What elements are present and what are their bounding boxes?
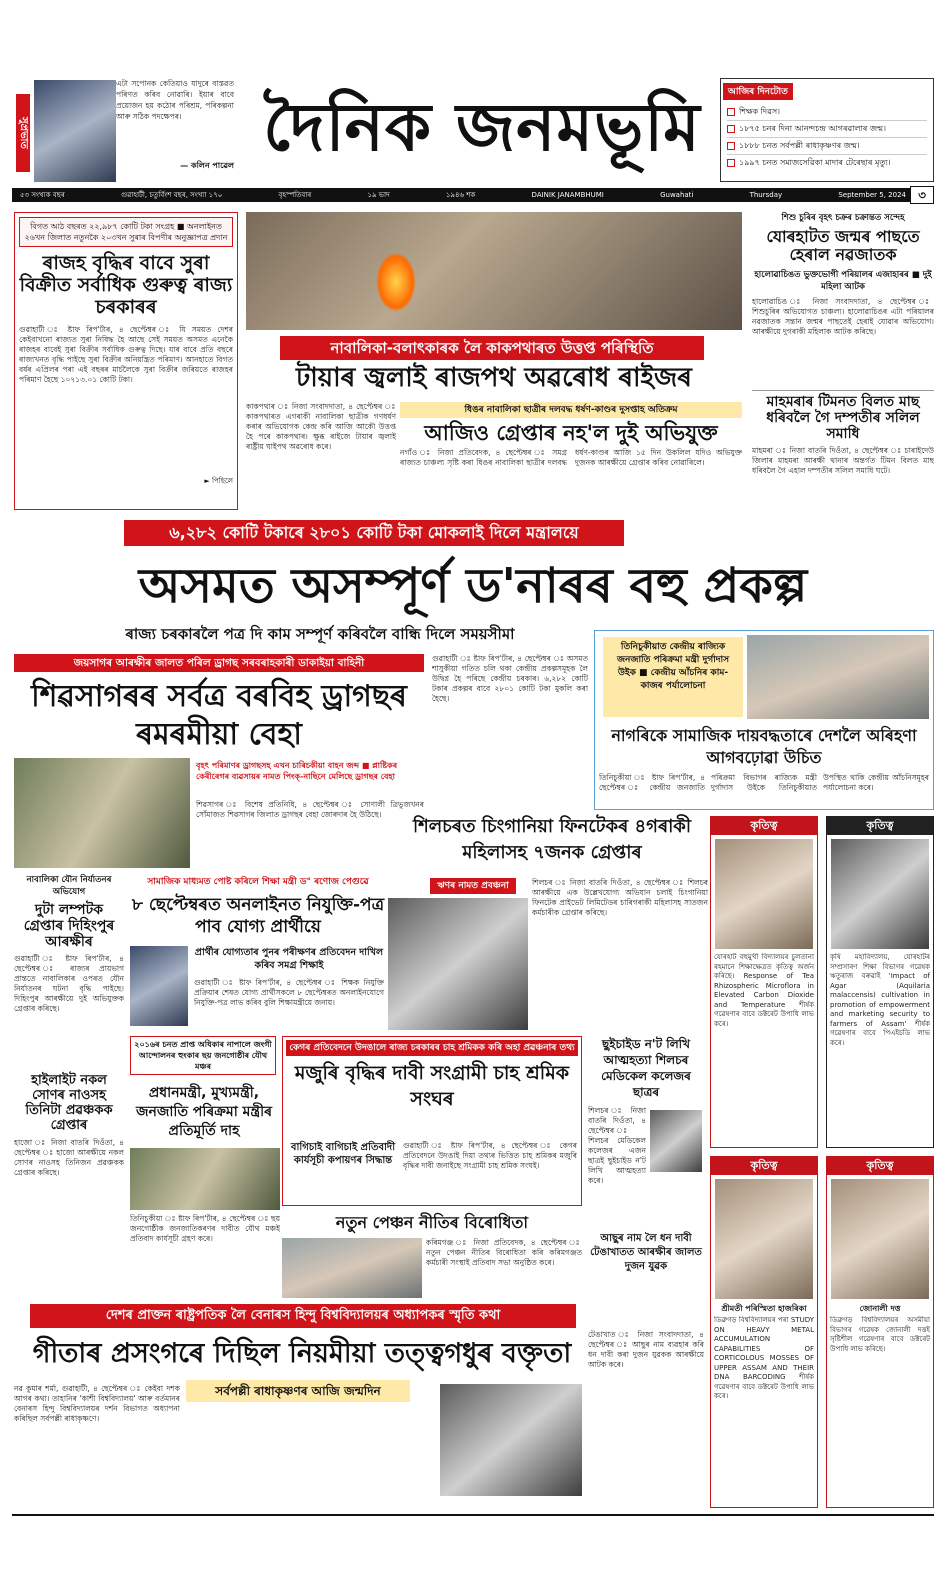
achievement-card — [826, 816, 934, 1148]
fire-icon — [376, 252, 416, 312]
achievement-caption: ডিব্ৰুগড় বিশ্ববিদ্যালয়ৰ অসমীয়া বিভাগৰ গৱেষক জোনালী দত্তই সৃষ্টিশীল গৱেষণাৰ বাবে ডক্টৰেট উপাধি লাভ কৰিছে। — [830, 1316, 930, 1353]
dateline-item: Guwahati — [660, 191, 694, 199]
achiever-name: জোনালী দত্ত — [859, 1304, 901, 1313]
newborn-subhead: হালোৱাচিঙত ভুক্তভোগী পৰিয়ালৰ এজাহাৰৰ ■ দুই মহিলা আটক — [754, 269, 932, 292]
pocso-label: নাবালিকা যৌন নিৰ্যাতনৰ অভিযোগ — [26, 875, 112, 897]
today-item: শিক্ষক দিৱস। — [727, 104, 927, 121]
today-title: আজিৰ দিনটোত — [723, 83, 793, 100]
bhu-kicker: দেশৰ প্ৰাক্তন ৰাষ্ট্ৰপতিক লৈ বেনাৰস হিন্দু বিশ্ববিদ্যালয়ৰ অধ্যাপকৰ স্মৃতি কথা — [30, 1304, 576, 1328]
banner-body: গুৱাহাটী ঃ ষ্টাফ ৰিপ'ৰ্টাৰ, ৪ ছেপ্টেম্বৰ ঃ অসমত শাসুকীয়া গতিত চলি থকা কেন্দ্ৰীয় প্ৰকল্পসমূহক লৈ উদ্বিগ্ন হৈ পৰিছে কেন্দ্ৰীয় চৰকাৰ। ৬,২৮২ কোটি টকাৰ প্ৰকল্পৰ বাবে ২৮০১ কোটি টকা মুকলি কৰা হৈছে। — [432, 654, 588, 703]
bullet-icon — [727, 108, 735, 116]
tyre-body: কাকপথাৰ ঃ নিজা সংবাদদাতা, ৪ ছেপ্টেম্বৰ ঃ কাকপথাৰত এগৰাকী নাবালিকা ছাত্ৰীক গণধৰ্ষণ কৰাৰ অভিযোগক কেন্দ্ৰ কৰি আজি আকৌ উত্তপ্ত হৈ পৰে কাকপথাৰ। ক্ষুব্ধ ৰাইজে টায়াৰ জ্বলাই ৰাষ্ট্ৰীয় ঘাইপথ অৱৰোধ কৰে। — [246, 402, 396, 451]
achievement-card — [826, 1156, 934, 1508]
liquor-story — [14, 212, 238, 510]
appointment-body: গুৱাহাটী ঃ ষ্টাফ ৰিপ'ৰ্টাৰ, ৪ ছেপ্টেম্বৰ ঃ শিক্ষক নিযুক্তি প্ৰক্ৰিয়াৰ শেষত যোগ্য প্ৰাৰ্থীসকলে ৮ ছেপ্টেম্বৰত অনলাইনযোগে নিযুক্তি-পত্ৰ লাভ কৰিব বুলি শিক্ষামন্ত্ৰীয়ে জনায়। — [194, 978, 384, 1007]
tea-body: গুৱাহাটী ঃ ষ্টাফ ৰিপ'ৰ্টাৰ, ৪ ছেপ্টেম্বৰ ঃ কেগৰ প্ৰতিবেদনে উদঙাই দিয়া তথ্যৰ ভিত্তিত চাহ শ্ৰমিকৰ মজুৰি বৃদ্ধিৰ দাবী জনাইছে সংগ্ৰামী চাহ শ্ৰমিক সংঘই। — [403, 1141, 577, 1170]
achievement-caption: ডিব্ৰুগড় বিশ্ববিদ্যালয়ৰ পৰা STUDY ON HEAVY METAL ACCUMULATION CAPABILITIES OF CORTICOLOUS MOSSES OF UPPER ASSAM AND THEIR DNA BARCODING শীৰ্ষক গৱেষণাৰ বাবে ডক্টৰেট উপাধি লাভ কৰে। — [714, 1316, 814, 1400]
tinsukia-story — [594, 630, 934, 810]
achievement-label: কৃতিত্ব — [827, 1157, 933, 1175]
banner-headline: অসমত অসম্পূৰ্ণ ড'নাৰৰ বহু প্ৰকল্প — [138, 558, 808, 614]
achiever-name: শ্ৰীমতী পৰিস্মিতা হাজৰিকা — [721, 1304, 807, 1313]
achiever-photo — [715, 1179, 813, 1299]
student-body: শিলচৰ ঃ নিজা বাতৰি দিওঁতা, ৪ ছেপ্টেম্বৰ ঃ শিলচৰ মেডিকেল কলেজৰ এজন ছাত্ৰই ছুইচাইড ন'ট লিখি আত্মহত্যা কৰে। — [588, 1106, 646, 1185]
newborn-headline: যোৰহাটত জন্মৰ পাছতে হেৰাল নৱজাতক — [766, 227, 920, 265]
tengakhat-headline: আছুৰ নাম লৈ ধন দাবী টেঙাখাতত আৰক্ষীৰ জালত দুজন যুৱক — [590, 1233, 702, 1272]
student-headline: ছুইচাইড ন'ট লিখি আত্মহত্যা শিলচৰ মেডিকেল কলেজৰ ছাত্ৰৰ — [601, 1037, 691, 1099]
quote-box — [116, 78, 234, 182]
effigy-headline: প্ৰধানমন্ত্ৰী, মুখ্যমন্ত্ৰী, জনজাতি পৰিক্ৰমা মন্ত্ৰীৰ প্ৰতিমূৰ্তি দাহ — [135, 1085, 273, 1139]
today-item: ১৯৯৭ চনত সমাজসেৱিকা মাদাৰ টেৰেছাৰ মৃত্যু। — [727, 155, 927, 171]
today-item: ১৮৮৮ চনত সৰ্বপল্লী ৰাধাকৃষ্ণণৰ জন্ম। — [727, 138, 927, 155]
student-story — [588, 1036, 704, 1308]
bhu-body: নৱ কুমাৰ শৰ্মা, গুৱাহাটী, ৪ ছেপ্টেম্বৰ ঃ কেইবা দশক আগৰ কথা। তাহানিৰ 'কাশী বিশ্ববিদ্যালয়' আৰু বৰ্তমানৰ বেনাৰস হিন্দু বিশ্ববিদ্যালয়ৰ দৰ্শন বিভাগত অধ্যাপনা কৰিছিল সৰ্বপল্লী ৰাধাকৃষ্ণণে। — [14, 1384, 180, 1423]
achievement-caption: কৃষি মহাবিদ্যালয়, যোৰহাটৰ সম্প্ৰসাৰণ শিক্ষা বিভাগৰ গৱেষক ঋতুৰাজ বৰুৱাই 'Impact of Agar (Aquilaria malaccensis) cultivation in promotion of empowerment and marketing security to farmers of Assam' শীৰ্ষক গৱেষণাৰ বাবে পিএইচডি লাভ কৰে। — [830, 953, 930, 1047]
sivasagar-body: শিৱসাগৰ ঃ বিশেষ প্ৰতিনিধি, ৪ ছেপ্টেম্বৰ ঃ সোণালী ত্ৰিভুজখনৰ সোঁমাজত শিৱসাগৰ জিলাত ড্ৰাগছৰ বেহা জোৰদাৰ হৈ উঠিছে। — [196, 800, 424, 819]
achievement-label: কৃতিত্ব — [711, 1157, 817, 1175]
dateline-item: ১৯৪৬ শক — [445, 191, 476, 199]
fintech-body: শিলচৰ ঃ নিজা বাতৰি দিওঁতা, ৪ ছেপ্টেম্বৰ ঃ শিলচৰ আৰক্ষীয়ে এক উল্লেখযোগ্য অভিযান চলাই চিংগানিয়া ফিনটেক প্ৰাইভেট লিমিটেডৰ চাৰিগৰাকী মহিলাসহ সাতজন কৰ্মচাৰীক গ্ৰেপ্তাৰ কৰিছে। — [532, 878, 708, 917]
tyre-kicker: নাবালিকা-বলাৎকাৰক লৈ কাকপথাৰত উত্তপ্ত পৰিস্থিতি — [280, 336, 704, 360]
dateline-item: ১৯ ভাদ — [367, 191, 390, 199]
minister-photo — [130, 946, 188, 1026]
appointment-kicker: সামাজিক মাধ্যমত পোষ্ট কৰিলে শিক্ষা মন্ত্ৰী ড° ৰণোজ পেগুৱে — [147, 877, 369, 887]
bullet-icon — [727, 125, 735, 133]
gold-story — [14, 1074, 124, 1304]
dateline-item: September 5, 2024 — [838, 191, 906, 199]
fintech-arrest-photo — [388, 898, 528, 1030]
dateline-item: DAINIK JANAMBHUMI — [531, 191, 604, 199]
divider — [752, 390, 934, 391]
suprobhat-label: সুপ্ৰভাত — [16, 94, 30, 172]
tengakhat-body: টেঙাখাত ঃ নিজা সংবাদদাতা, ৪ ছেপ্টেম্বৰ ঃ আছুৰ নাম ব্যৱহাৰ কৰি ধন দাবী কৰা দুজন যুৱকক আৰক্ষীয়ে আটক কৰে। — [588, 1330, 704, 1369]
effigy-photo — [130, 1148, 280, 1210]
today-box — [720, 78, 934, 182]
banner-kicker: ৬,২৮২ কোটি টকাৰে ২৮০১ কোটি টকা মোকলাই দিলে মন্ত্ৰালয়ে — [124, 520, 624, 546]
achiever-photo — [831, 1179, 929, 1299]
banner-subhead: ৰাজ্য চৰকাৰলৈ পত্ৰ দি কাম সম্পূৰ্ণ কৰিবলৈ বান্ধি দিলে সময়সীমা — [125, 625, 515, 643]
pension-headline: নতুন পেঞ্চন নীতিৰ বিৰোধিতা — [335, 1213, 529, 1232]
sivasagar-side-kicker: বৃহৎ পৰিমাণৰ ড্ৰাগছসহ এখন চাৰিচকীয়া বাহন জব্দ ■ প্লাষ্টিকৰ কেৰীৰেগৰ ব্যৱসায়ৰ নামত পিংক্‌-নাছিনে মেলিছে ড্ৰাগছৰ বেহা — [196, 761, 398, 781]
pension-body: কৰিমগঞ্জ ঃ নিজা প্ৰতিবেদক, ৪ ছেপ্টেম্বৰ ঃ নতুন পেঞ্চন নীতিৰ বিৰোধিতা কৰি কৰিমগঞ্জত কৰ্মচাৰী সংস্থাই প্ৰতিবাদ সভা অনুষ্ঠিত কৰে। — [426, 1238, 582, 1267]
appointment-subhead: প্ৰাৰ্থীৰ যোগ্যতাৰ পুনৰ পৰীক্ষণৰ প্ৰতিবেদন দাখিল কৰিব সমগ্ৰ শিক্ষাই — [194, 947, 384, 971]
page-number: ৩ — [910, 186, 934, 204]
tinsukia-body: তিনিচুকীয়া ঃ ষ্টাফ ৰিপ'ৰ্টাৰ, ৪ ছেপ্টেম্বৰ ঃ কেন্দ্ৰীয় জনজাতি পৰিক্ৰমা বিভাগৰ ৰাজ্যিক মন্ত্ৰী দুৰ্গাদাস উইকে তিনিচুকীয়াত উপস্থিত থাকি কেন্দ্ৰীয় আঁচনিসমূহৰ পৰ্যালোচনা কৰে। — [599, 773, 929, 792]
dhing-body: নগাঁও ঃ নিজা প্ৰতিবেদক, ৪ ছেপ্টেম্বৰ ঃ সমগ্ৰ ৰাজ্যত চাঞ্চল্য সৃষ্টি কৰা ধিঙৰ নাবালিকা ছাত্ৰীৰ দলবদ্ধ ধৰ্ষণ-কাণ্ডৰ আজি ১৫ দিন উকলিল যদিও অভিযুক্ত দুজনক আৰক্ষীয়ে গ্ৰেপ্তাৰ কৰিব নোৱাৰিলে। — [400, 448, 742, 468]
bhu-subhead: সৰ্বপল্লী ৰাধাকৃষ্ণণৰ আজি জন্মদিন — [186, 1380, 410, 1402]
tea-subhead: বাগিচাই বাগিচাই প্ৰতিবাদী কাৰ্যসূচী কপায়ণৰ সিদ্ধান্ত — [290, 1142, 396, 1166]
dhing-kicker: ধিঙৰ নাবালিকা ছাত্ৰীৰ দলবদ্ধ ধৰ্ষণ-কাণ্ডৰ দুসপ্তাহ অতিক্ৰম — [400, 402, 742, 418]
fintech-headline: শিলচৰত চিংগানিয়া ফিনটেকৰ ৪গৰাকী মহিলাসহ ৭জনক গ্ৰেপ্তাৰ — [412, 816, 692, 863]
continued-label: ► পিছিলে — [204, 476, 233, 485]
dateline-item: ৫৩ সংখ্যক বছৰ — [20, 191, 65, 199]
gold-body: হাজো ঃ নিজা বাতৰি দিওঁতা, ৪ ছেপ্টেম্বৰ ঃ হাজো আৰক্ষীয়ে নকল সোণৰ নাওসহ তিনিজন প্ৰৱঞ্চকক গ্ৰেপ্তাৰ কৰিছে। — [14, 1137, 124, 1177]
radhakrishnan-photo — [440, 1384, 582, 1496]
drug-seizure-photo — [14, 758, 190, 868]
fintech-tag: ঋণৰ নামত প্ৰবঞ্চনা — [430, 878, 516, 894]
achiever-photo — [715, 839, 813, 949]
today-list — [721, 100, 933, 175]
bottom-rule — [12, 1514, 934, 1516]
bullet-icon — [727, 159, 735, 167]
gold-headline: হাইলাইট নকল সোণৰ নাওসহ তিনিটা প্ৰৱঞ্চকক গ্ৰেপ্তাৰ — [25, 1073, 113, 1133]
liquor-headline: ৰাজহ বৃদ্ধিৰ বাবে সুৰা বিক্ৰীত সৰ্বাধিক গুৰুত্ব ৰাজ্য চৰকাৰৰ — [19, 252, 233, 318]
pocso-headline: দুটা লম্পটক গ্ৰেপ্তাৰ দিহিংপুৰ আৰক্ষীৰ — [23, 902, 115, 951]
tyre-burning-photo — [246, 212, 742, 330]
tea-kicker: কেগৰ প্ৰতিবেদনে উদঙালে ৰাজ্য চৰকাৰৰ চাহ শ্ৰমিকক কৰি অহা প্ৰৱঞ্চনাৰ তথ্য — [286, 1040, 578, 1056]
achiever-photo — [831, 839, 929, 949]
liquor-kicker: বিগত আঠ বছৰত ২২,৯৮৭ কোটি টকা সংগ্ৰহ ■ অনলাইনত ২৬খন জিলাত নতুনকৈ ২০৩খন সুৰাৰ বিপণীৰ অনুজ্ঞাপত্ৰ প্ৰদান — [19, 217, 233, 247]
student-photo — [650, 1110, 702, 1172]
dhing-box — [400, 402, 742, 514]
newborn-kicker: শিশু চুৰিৰ বৃহৎ চক্ৰৰ চক্ৰান্তত সন্দেহ — [781, 213, 905, 223]
sivasagar-headline: শিৱসাগৰৰ সৰ্বত্ৰ বৰবিহ ড্ৰাগছৰ ৰমৰমীয়া বেহা — [31, 679, 407, 752]
appointment-headline: ৮ ছেপ্টেম্বৰত অনলাইনত নিযুক্তি-পত্ৰ পাব যোগ্য প্ৰাৰ্থীয়ে — [131, 895, 385, 937]
couple-headline: মাহমৰাৰ টিমনত বিলত মাছ ধৰিবলৈ গৈ দম্পতীৰ সলিল সমাধি — [766, 393, 920, 442]
bullet-icon — [727, 142, 735, 150]
tyre-headline: টায়াৰ জ্বলাই ৰাজপথ অৱৰোধ ৰাইজৰ — [296, 363, 692, 393]
newspaper-title: দৈনিক জনমভূমি — [263, 88, 701, 166]
quote-author: — কলিন পাৱেল — [180, 161, 234, 170]
dateline-item: গুৱাহাটী, চতুৰ্বিংশ বছৰ, সংখ্যা ১৭০ — [121, 191, 223, 199]
tinsukia-photo — [747, 635, 929, 719]
tea-story — [282, 1036, 582, 1206]
quote-author-photo — [34, 80, 116, 182]
newborn-story — [752, 212, 934, 510]
couple-body: মাহমৰা ঃ নিজা বাতৰি দিওঁতা, ৪ ছেপ্টেম্বৰ ঃ চাৰাইদেউ জিলাৰ মাহমৰা আৰক্ষী থানাৰ অন্তৰ্গত টিমন বিলত মাছ ধৰিবলৈ গৈ এহাল দম্পতীৰ সলিল সমাধি ঘটে। — [752, 446, 934, 476]
today-item: ১৮৭৫ চনৰ দিনা আনন্দচন্দ্ৰ আগৰৱালাৰ জন্ম। — [727, 121, 927, 138]
achievement-label: কৃতিত্ব — [711, 817, 817, 835]
pension-meeting-photo — [282, 1238, 422, 1298]
achievement-label: কৃতিত্ব — [827, 817, 933, 835]
dateline-item: Thursday — [749, 191, 783, 199]
bhu-body-cont — [186, 1408, 436, 1494]
sivasagar-kicker: জয়সাগৰ আৰক্ষীৰ জালত পৰিল ড্ৰাগছ সৰবৰাহকাৰী ডাকাইয়া বাহিনী — [14, 654, 424, 672]
dateline-item: বৃহস্পতিবাৰ — [278, 191, 312, 199]
dateline-bar — [12, 188, 934, 202]
effigy-body: তিনিচুকীয়া ঃ ষ্টাফ ৰিপ'ৰ্টাৰ, ৪ ছেপ্টেম্বৰ ঃ ছয় জনগোষ্ঠীক জনজাতিকৰণৰ দাবীত যৌথ মঞ্চই প্ৰতিবাদ কাৰ্যসূচী গ্ৰহণ কৰে। — [130, 1214, 280, 1243]
tinsukia-title: তিনিচুকীয়াত কেন্দ্ৰীয় ৰাজ্যিক জনজাতি পৰিক্ৰমা মন্ত্ৰী দুৰ্গাদাস উইক ■ কেন্দ্ৰীয় আঁচনিৰ কাম-কাজৰ পৰ্যালোচনা — [603, 637, 743, 717]
pocso-story — [14, 874, 124, 1064]
effigy-kicker: ২০১৬ৰ চনত প্ৰাপ্ত অধিকাৰ নাপালে জংগী আন্দোলনৰ হুংকাৰ ছয় জনগোষ্ঠীৰ যৌথ মঞ্চৰ — [130, 1036, 276, 1075]
newborn-body: হালোৱাচিঙ ঃ নিজা সংবাদদাতা, ৪ ছেপ্টেম্বৰ ঃ শিশুচুৰিৰ অভিযোগত চাঞ্চল্য। হালোৱাচিঙৰ এটা পৰিয়ালৰ নৱজাতক সন্তান জন্মৰ পাছতেই হেৰাই যোৱাৰ অভিযোগ। আৰক্ষীয়ে দুগৰাকী মহিলাক আটক কৰিছে। — [752, 296, 934, 336]
tinsukia-headline: নাগৰিকে সামাজিক দায়বদ্ধতাৰে দেশলৈ অৰিহণা আগবঢ়োৱা উচিত — [611, 726, 917, 767]
tea-headline: মজুৰি বৃদ্ধিৰ দাবী সংগ্ৰামী চাহ শ্ৰমিক সংঘৰ — [294, 1062, 570, 1110]
dhing-headline: আজিও গ্ৰেপ্তাৰ নহ'ল দুই অভিযুক্ত — [424, 421, 718, 445]
achievement-card — [710, 816, 818, 1148]
achievement-card — [710, 1156, 818, 1508]
liquor-body: গুৱাহাটী ঃ ষ্টাফ ৰিপ'ৰ্টাৰ, ৪ ছেপ্টেম্বৰ ঃ যি সময়ত দেশৰ কেইবাখনো ৰাজ্যত সুৰা নিষিদ্ধ হৈ আছে সেই সময়ত অসমত এনেকৈ ৰাজহৰ বাবেই সুৰা বিক্ৰীৰ সৰ্বাধিক গুৰুত্ব দিছে। যাৰ বাবে প্ৰতি বছৰে ৰাজ্যখনত বৃদ্ধি পাইছে সুৰা বিক্ৰীৰ অনিয়ন্ত্ৰিত পৰিমাণ। আনহাতে বিগত বৰ্ষৰ এপ্ৰিলৰ পৰা এই বছৰৰ মাৰ্চলৈকে সুৰা বিক্ৰীৰ জৰিয়তে ৰাজহৰ পৰিমাণ হৈছে ১০৭১৩.০১ কোটি টকা। — [19, 324, 233, 384]
bhu-headline: গীতাৰ প্ৰসংগৰে দিছিল নিয়মীয়া তত্ত্বগধুৰ বক্তৃতা — [32, 1338, 572, 1369]
masthead — [12, 76, 934, 186]
achievement-caption: যোৰহাট বহুমুখী বিদ্যালয়ৰ চুলতানা ৰহমানে শিক্ষাক্ষেত্ৰত কৃতিত্ব অৰ্জন কৰিছে। Response of Tea Rhizospheric Microflora in Elevated Carbon Dioxide and Temperature শীৰ্ষক গৱেষণাৰ বাবে ডক্টৰেট উপাধি লাভ কৰে। — [714, 953, 814, 1028]
pocso-body: গুৱাহাটী ঃ ষ্টাফ ৰিপ'ৰ্টাৰ, ৪ ছেপ্টেম্বৰ ঃ ৰাজ্যৰ প্ৰায়ভাগ প্ৰান্ততে নাবালিকাৰ ওপৰত যৌন নিৰ্যাতনৰ ঘটনা বৃদ্ধি পাইছে। দিহিংপুৰ আৰক্ষীয়ে দুই অভিযুক্তক গ্ৰেপ্তাৰ কৰিছে। — [14, 954, 124, 1014]
quote-text: এটা সপোনক কেতিয়াও যাদুৰে বাস্তৱত পৰিণত কৰিব নোৱাৰি। ইয়াৰ বাবে প্ৰয়োজন হয় কঠোৰ পৰিশ্ৰম, পৰিকল্পনা আৰু সঠিক পদক্ষেপৰ। — [116, 79, 234, 121]
